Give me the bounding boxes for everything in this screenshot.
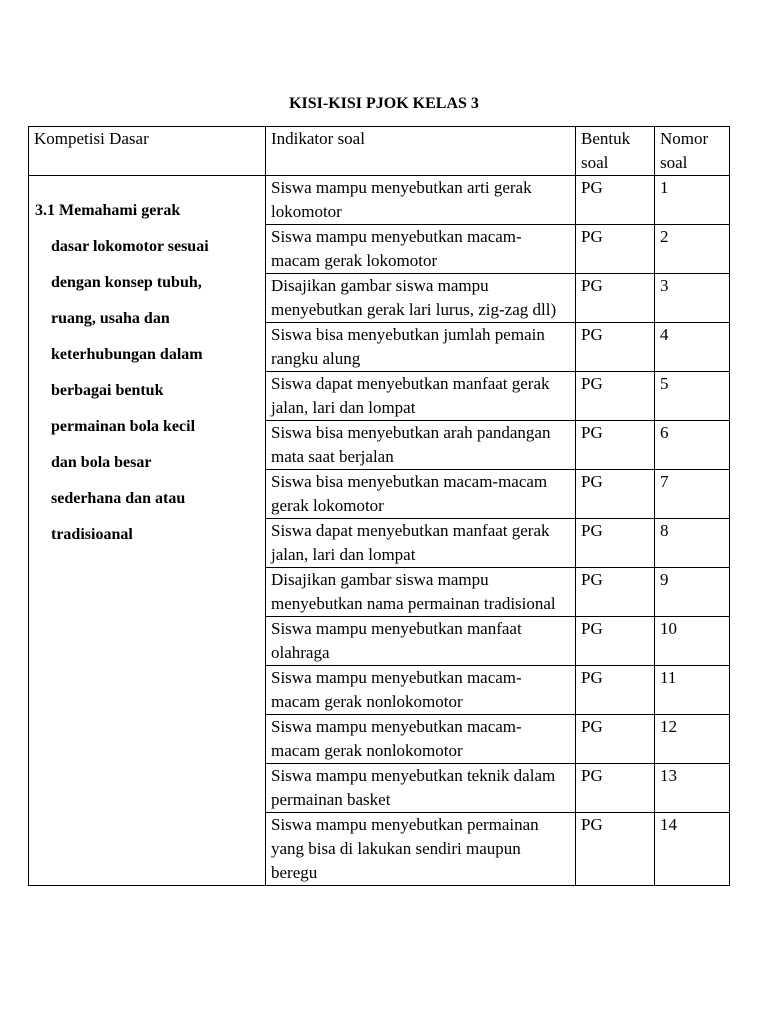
indikator-cell: Siswa mampu menyebutkan macam-macam gerak lokomotor: [266, 225, 576, 274]
nomor-cell: 10: [655, 617, 730, 666]
table-body: [29, 176, 730, 886]
bentuk-cell: PG: [576, 372, 655, 421]
bentuk-cell: PG: [576, 715, 655, 764]
nomor-cell: 3: [655, 274, 730, 323]
bentuk-cell: PG: [576, 176, 655, 225]
indikator-cell: Siswa mampu menyebutkan arti gerak lokomotor: [266, 176, 576, 225]
nomor-cell: 9: [655, 568, 730, 617]
nomor-cell: 13: [655, 764, 730, 813]
nomor-cell: 7: [655, 470, 730, 519]
nomor-cell: 2: [655, 225, 730, 274]
indikator-cell: Siswa bisa menyebutkan jumlah pemain rangku alung: [266, 323, 576, 372]
kompetensi-dasar-cell: [29, 176, 266, 886]
nomor-cell: 4: [655, 323, 730, 372]
nomor-cell: 11: [655, 666, 730, 715]
indikator-cell: Siswa bisa menyebutkan arah pandangan mata saat berjalan: [266, 421, 576, 470]
nomor-cell: 1: [655, 176, 730, 225]
kisi-kisi-table: [28, 126, 730, 886]
indikator-cell: Siswa mampu menyebutkan permainan yang bisa di lakukan sendiri maupun beregu: [266, 813, 576, 886]
header-bentuk-soal: Bentuk soal: [576, 127, 655, 176]
bentuk-cell: PG: [576, 617, 655, 666]
indikator-cell: Siswa mampu menyebutkan teknik dalam permainan basket: [266, 764, 576, 813]
kompetensi-dasar-line: permainan bola kecil: [51, 418, 196, 435]
bentuk-cell: PG: [576, 764, 655, 813]
nomor-cell: 5: [655, 372, 730, 421]
kompetensi-dasar-line: dan bola besar: [51, 454, 152, 471]
nomor-cell: 14: [655, 813, 730, 886]
kompetensi-dasar-line: dasar lokomotor sesuai: [51, 238, 209, 255]
kompetensi-dasar-line: keterhubungan dalam: [51, 346, 203, 363]
kompetensi-dasar-line: berbagai bentuk: [51, 382, 164, 399]
bentuk-cell: PG: [576, 519, 655, 568]
table-header-row: [29, 127, 730, 176]
kompetensi-dasar-first-line: 3.1 Memahami gerak: [35, 202, 181, 219]
bentuk-cell: PG: [576, 666, 655, 715]
kompetensi-dasar-line: tradisioanal: [51, 526, 133, 543]
bentuk-cell: PG: [576, 323, 655, 372]
nomor-cell: 12: [655, 715, 730, 764]
indikator-cell: Siswa mampu menyebutkan manfaat olahraga: [266, 617, 576, 666]
indikator-cell: Siswa mampu menyebutkan macam-macam gerak nonlokomotor: [266, 666, 576, 715]
indikator-cell: Siswa dapat menyebutkan manfaat gerak jalan, lari dan lompat: [266, 519, 576, 568]
indikator-cell: Disajikan gambar siswa mampu menyebutkan gerak lari lurus, zig-zag dll): [266, 274, 576, 323]
bentuk-cell: PG: [576, 568, 655, 617]
kompetensi-dasar-line: sederhana dan atau: [51, 490, 186, 507]
page-title: KISI-KISI PJOK KELAS 3: [289, 95, 479, 112]
nomor-cell: 8: [655, 519, 730, 568]
bentuk-cell: PG: [576, 225, 655, 274]
bentuk-cell: PG: [576, 813, 655, 886]
bentuk-cell: PG: [576, 421, 655, 470]
nomor-cell: 6: [655, 421, 730, 470]
indikator-cell: Siswa mampu menyebutkan macam-macam gerak nonlokomotor: [266, 715, 576, 764]
indikator-cell: Disajikan gambar siswa mampu menyebutkan nama permainan tradisional: [266, 568, 576, 617]
header-nomor-soal: Nomor soal: [655, 127, 730, 176]
bentuk-cell: PG: [576, 274, 655, 323]
table-row: [29, 176, 730, 225]
header-kompetensi-dasar: Kompetisi Dasar: [29, 127, 266, 176]
kompetensi-dasar-line: dengan konsep tubuh,: [51, 274, 202, 291]
kompetensi-dasar-line: ruang, usaha dan: [51, 310, 170, 327]
indikator-cell: Siswa dapat menyebutkan manfaat gerak jalan, lari dan lompat: [266, 372, 576, 421]
header-indikator-soal: Indikator soal: [266, 127, 576, 176]
indikator-cell: Siswa bisa menyebutkan macam-macam gerak lokomotor: [266, 470, 576, 519]
bentuk-cell: PG: [576, 470, 655, 519]
